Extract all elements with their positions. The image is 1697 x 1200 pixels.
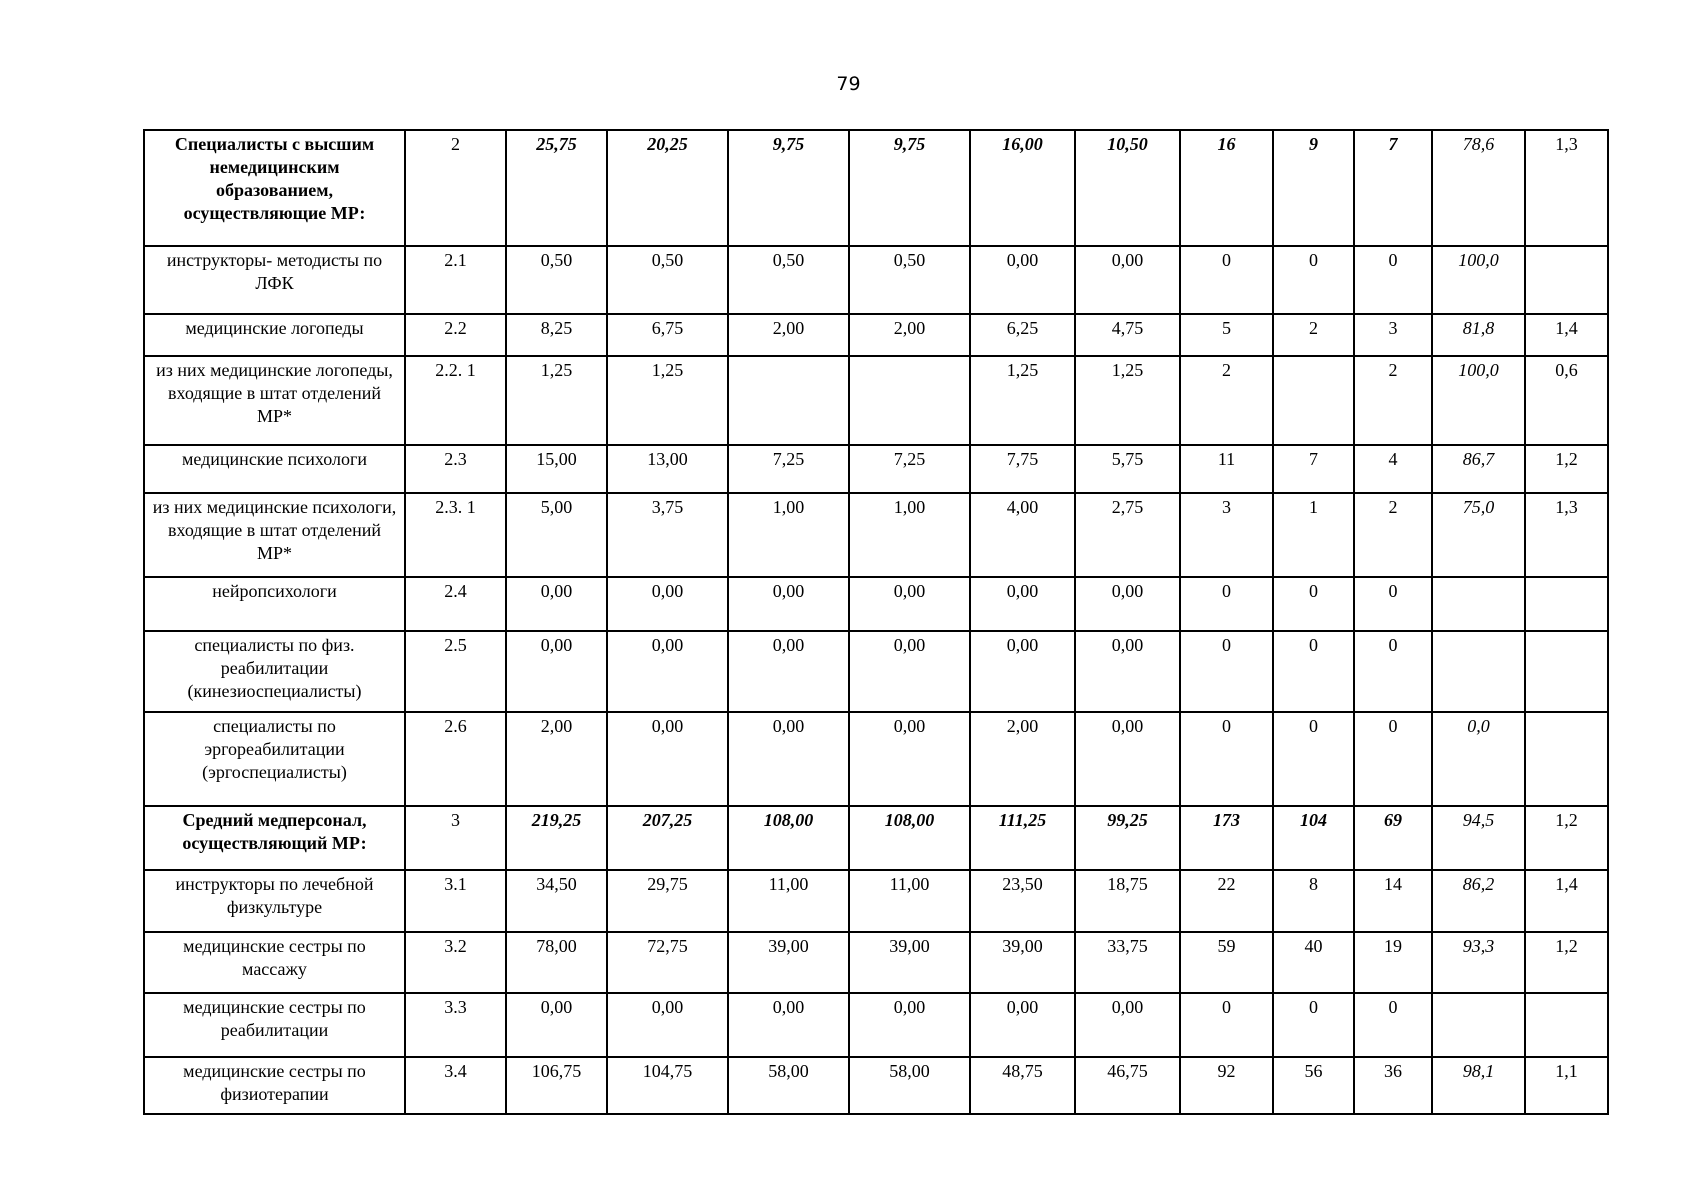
value-cell: 0	[1180, 712, 1273, 806]
value-cell: 16	[1180, 130, 1273, 246]
percent-cell: 86,2	[1432, 870, 1525, 932]
value-cell: 0,00	[1075, 993, 1180, 1057]
ratio-cell: 0,6	[1525, 356, 1608, 445]
row-label-cell: инструкторы- методисты по ЛФК	[144, 246, 405, 314]
value-cell: 1,00	[849, 493, 970, 577]
value-cell: 0,00	[849, 631, 970, 712]
value-cell: 58,00	[728, 1057, 849, 1114]
value-cell: 0,00	[728, 631, 849, 712]
staffing-table	[143, 129, 1609, 1115]
value-cell: 29,75	[607, 870, 728, 932]
table-body	[144, 130, 1608, 1114]
value-cell: 20,25	[607, 130, 728, 246]
value-cell: 0,00	[849, 712, 970, 806]
row-code-cell: 3.2	[405, 932, 506, 993]
value-cell	[728, 356, 849, 445]
value-cell: 108,00	[728, 806, 849, 870]
value-cell: 0,00	[1075, 712, 1180, 806]
value-cell: 1,25	[607, 356, 728, 445]
table-row	[144, 712, 1608, 806]
value-cell: 7,75	[970, 445, 1075, 493]
value-cell: 33,75	[1075, 932, 1180, 993]
percent-cell: 98,1	[1432, 1057, 1525, 1114]
percent-cell: 94,5	[1432, 806, 1525, 870]
value-cell: 0,00	[1075, 246, 1180, 314]
value-cell: 15,00	[506, 445, 607, 493]
ratio-cell	[1525, 577, 1608, 631]
percent-cell	[1432, 993, 1525, 1057]
value-cell: 106,75	[506, 1057, 607, 1114]
value-cell: 1,25	[970, 356, 1075, 445]
value-cell: 0	[1180, 577, 1273, 631]
row-label-cell: медицинские сестры по массажу	[144, 932, 405, 993]
value-cell: 9,75	[849, 130, 970, 246]
value-cell: 0,50	[728, 246, 849, 314]
value-cell: 0	[1180, 246, 1273, 314]
ratio-cell	[1525, 631, 1608, 712]
ratio-cell	[1525, 993, 1608, 1057]
row-label-cell: из них медицинские психологи, входящие в штат отделений МР*	[144, 493, 405, 577]
value-cell: 0,00	[607, 631, 728, 712]
ratio-cell: 1,2	[1525, 806, 1608, 870]
table-row	[144, 870, 1608, 932]
table-row	[144, 577, 1608, 631]
value-cell: 0	[1273, 712, 1354, 806]
value-cell: 7,25	[849, 445, 970, 493]
value-cell: 0	[1273, 993, 1354, 1057]
table-row	[144, 993, 1608, 1057]
value-cell: 0	[1354, 246, 1432, 314]
value-cell: 0	[1273, 631, 1354, 712]
percent-cell: 100,0	[1432, 246, 1525, 314]
value-cell	[1273, 356, 1354, 445]
ratio-cell: 1,3	[1525, 493, 1608, 577]
value-cell: 1,25	[1075, 356, 1180, 445]
value-cell: 46,75	[1075, 1057, 1180, 1114]
row-code-cell: 2.6	[405, 712, 506, 806]
value-cell: 173	[1180, 806, 1273, 870]
value-cell: 0,00	[849, 993, 970, 1057]
row-label-cell: медицинские сестры по реабилитации	[144, 993, 405, 1057]
value-cell: 4	[1354, 445, 1432, 493]
value-cell: 9,75	[728, 130, 849, 246]
value-cell: 2,00	[970, 712, 1075, 806]
value-cell: 11,00	[728, 870, 849, 932]
value-cell: 2	[1354, 356, 1432, 445]
value-cell: 9	[1273, 130, 1354, 246]
ratio-cell: 1,1	[1525, 1057, 1608, 1114]
table-row	[144, 806, 1608, 870]
row-code-cell: 3	[405, 806, 506, 870]
row-label-cell: медицинские логопеды	[144, 314, 405, 356]
value-cell: 108,00	[849, 806, 970, 870]
percent-cell: 81,8	[1432, 314, 1525, 356]
row-code-cell: 2.4	[405, 577, 506, 631]
value-cell: 0,00	[728, 577, 849, 631]
table-row	[144, 932, 1608, 993]
value-cell: 4,75	[1075, 314, 1180, 356]
value-cell: 23,50	[970, 870, 1075, 932]
value-cell: 3,75	[607, 493, 728, 577]
row-code-cell: 2.2. 1	[405, 356, 506, 445]
ratio-cell: 1,4	[1525, 870, 1608, 932]
value-cell: 0,00	[1075, 631, 1180, 712]
value-cell: 10,50	[1075, 130, 1180, 246]
row-code-cell: 3.3	[405, 993, 506, 1057]
value-cell: 0,50	[849, 246, 970, 314]
value-cell: 2	[1273, 314, 1354, 356]
value-cell: 58,00	[849, 1057, 970, 1114]
value-cell: 219,25	[506, 806, 607, 870]
value-cell: 40	[1273, 932, 1354, 993]
value-cell: 0	[1354, 993, 1432, 1057]
value-cell: 0,00	[849, 577, 970, 631]
value-cell: 36	[1354, 1057, 1432, 1114]
value-cell: 25,75	[506, 130, 607, 246]
value-cell: 22	[1180, 870, 1273, 932]
table-row	[144, 130, 1608, 246]
value-cell: 7	[1273, 445, 1354, 493]
value-cell: 4,00	[970, 493, 1075, 577]
value-cell: 8	[1273, 870, 1354, 932]
value-cell: 104,75	[607, 1057, 728, 1114]
table-row	[144, 631, 1608, 712]
value-cell: 0,00	[607, 712, 728, 806]
value-cell: 0,00	[970, 577, 1075, 631]
row-label-cell: Специалисты с высшим немедицинским образованием, осуществляющие МР:	[144, 130, 405, 246]
row-label-cell: специалисты по физ. реабилитации (кинезиоспециалисты)	[144, 631, 405, 712]
value-cell: 2,00	[728, 314, 849, 356]
value-cell: 0,00	[506, 993, 607, 1057]
ratio-cell	[1525, 712, 1608, 806]
value-cell: 0	[1273, 246, 1354, 314]
value-cell: 59	[1180, 932, 1273, 993]
value-cell: 48,75	[970, 1057, 1075, 1114]
page-number: 79	[836, 73, 861, 95]
ratio-cell: 1,3	[1525, 130, 1608, 246]
row-label-cell: из них медицинские логопеды, входящие в штат отделений МР*	[144, 356, 405, 445]
value-cell: 0	[1354, 712, 1432, 806]
percent-cell: 78,6	[1432, 130, 1525, 246]
value-cell: 0	[1180, 993, 1273, 1057]
percent-cell: 100,0	[1432, 356, 1525, 445]
value-cell: 0,50	[506, 246, 607, 314]
percent-cell: 75,0	[1432, 493, 1525, 577]
percent-cell: 0,0	[1432, 712, 1525, 806]
value-cell: 104	[1273, 806, 1354, 870]
ratio-cell: 1,2	[1525, 445, 1608, 493]
value-cell: 2	[1354, 493, 1432, 577]
row-code-cell: 2.3	[405, 445, 506, 493]
table-row	[144, 356, 1608, 445]
value-cell: 2,00	[506, 712, 607, 806]
value-cell: 18,75	[1075, 870, 1180, 932]
value-cell: 5	[1180, 314, 1273, 356]
value-cell	[849, 356, 970, 445]
value-cell: 0,00	[607, 577, 728, 631]
percent-cell: 93,3	[1432, 932, 1525, 993]
value-cell: 13,00	[607, 445, 728, 493]
value-cell: 72,75	[607, 932, 728, 993]
value-cell: 2,00	[849, 314, 970, 356]
value-cell: 1,25	[506, 356, 607, 445]
percent-cell	[1432, 631, 1525, 712]
value-cell: 0,00	[1075, 577, 1180, 631]
value-cell: 0	[1180, 631, 1273, 712]
percent-cell: 86,7	[1432, 445, 1525, 493]
ratio-cell	[1525, 246, 1608, 314]
ratio-cell: 1,2	[1525, 932, 1608, 993]
value-cell: 16,00	[970, 130, 1075, 246]
value-cell: 11,00	[849, 870, 970, 932]
value-cell: 7	[1354, 130, 1432, 246]
value-cell: 0,00	[506, 631, 607, 712]
row-code-cell: 3.4	[405, 1057, 506, 1114]
row-code-cell: 2.3. 1	[405, 493, 506, 577]
value-cell: 0,50	[607, 246, 728, 314]
value-cell: 0,00	[728, 993, 849, 1057]
value-cell: 207,25	[607, 806, 728, 870]
value-cell: 3	[1180, 493, 1273, 577]
value-cell: 2,75	[1075, 493, 1180, 577]
value-cell: 39,00	[728, 932, 849, 993]
row-label-cell: нейропсихологи	[144, 577, 405, 631]
value-cell: 0	[1273, 577, 1354, 631]
value-cell: 6,75	[607, 314, 728, 356]
value-cell: 2	[1180, 356, 1273, 445]
row-code-cell: 2.2	[405, 314, 506, 356]
value-cell: 6,25	[970, 314, 1075, 356]
value-cell: 7,25	[728, 445, 849, 493]
row-label-cell: инструкторы по лечебной физкультуре	[144, 870, 405, 932]
value-cell: 1,00	[728, 493, 849, 577]
value-cell: 14	[1354, 870, 1432, 932]
value-cell: 3	[1354, 314, 1432, 356]
value-cell: 0,00	[506, 577, 607, 631]
value-cell: 0,00	[970, 246, 1075, 314]
value-cell: 5,75	[1075, 445, 1180, 493]
table-row	[144, 445, 1608, 493]
row-code-cell: 3.1	[405, 870, 506, 932]
table-row	[144, 314, 1608, 356]
value-cell: 5,00	[506, 493, 607, 577]
row-label-cell: медицинские психологи	[144, 445, 405, 493]
percent-cell	[1432, 577, 1525, 631]
value-cell: 39,00	[849, 932, 970, 993]
value-cell: 0,00	[970, 631, 1075, 712]
row-code-cell: 2.5	[405, 631, 506, 712]
value-cell: 56	[1273, 1057, 1354, 1114]
value-cell: 19	[1354, 932, 1432, 993]
ratio-cell: 1,4	[1525, 314, 1608, 356]
row-code-cell: 2	[405, 130, 506, 246]
value-cell: 78,00	[506, 932, 607, 993]
row-label-cell: медицинские сестры по физиотерапии	[144, 1057, 405, 1114]
value-cell: 69	[1354, 806, 1432, 870]
row-code-cell: 2.1	[405, 246, 506, 314]
value-cell: 0,00	[970, 993, 1075, 1057]
value-cell: 0,00	[728, 712, 849, 806]
table-row	[144, 246, 1608, 314]
value-cell: 111,25	[970, 806, 1075, 870]
row-label-cell: Средний медперсонал, осуществляющий МР:	[144, 806, 405, 870]
value-cell: 11	[1180, 445, 1273, 493]
row-label-cell: специалисты по эргореабилитации (эргоспециалисты)	[144, 712, 405, 806]
value-cell: 8,25	[506, 314, 607, 356]
value-cell: 0	[1354, 631, 1432, 712]
table-row	[144, 1057, 1608, 1114]
table-row	[144, 493, 1608, 577]
value-cell: 99,25	[1075, 806, 1180, 870]
value-cell: 0	[1354, 577, 1432, 631]
value-cell: 39,00	[970, 932, 1075, 993]
value-cell: 0,00	[607, 993, 728, 1057]
value-cell: 34,50	[506, 870, 607, 932]
value-cell: 92	[1180, 1057, 1273, 1114]
value-cell: 1	[1273, 493, 1354, 577]
